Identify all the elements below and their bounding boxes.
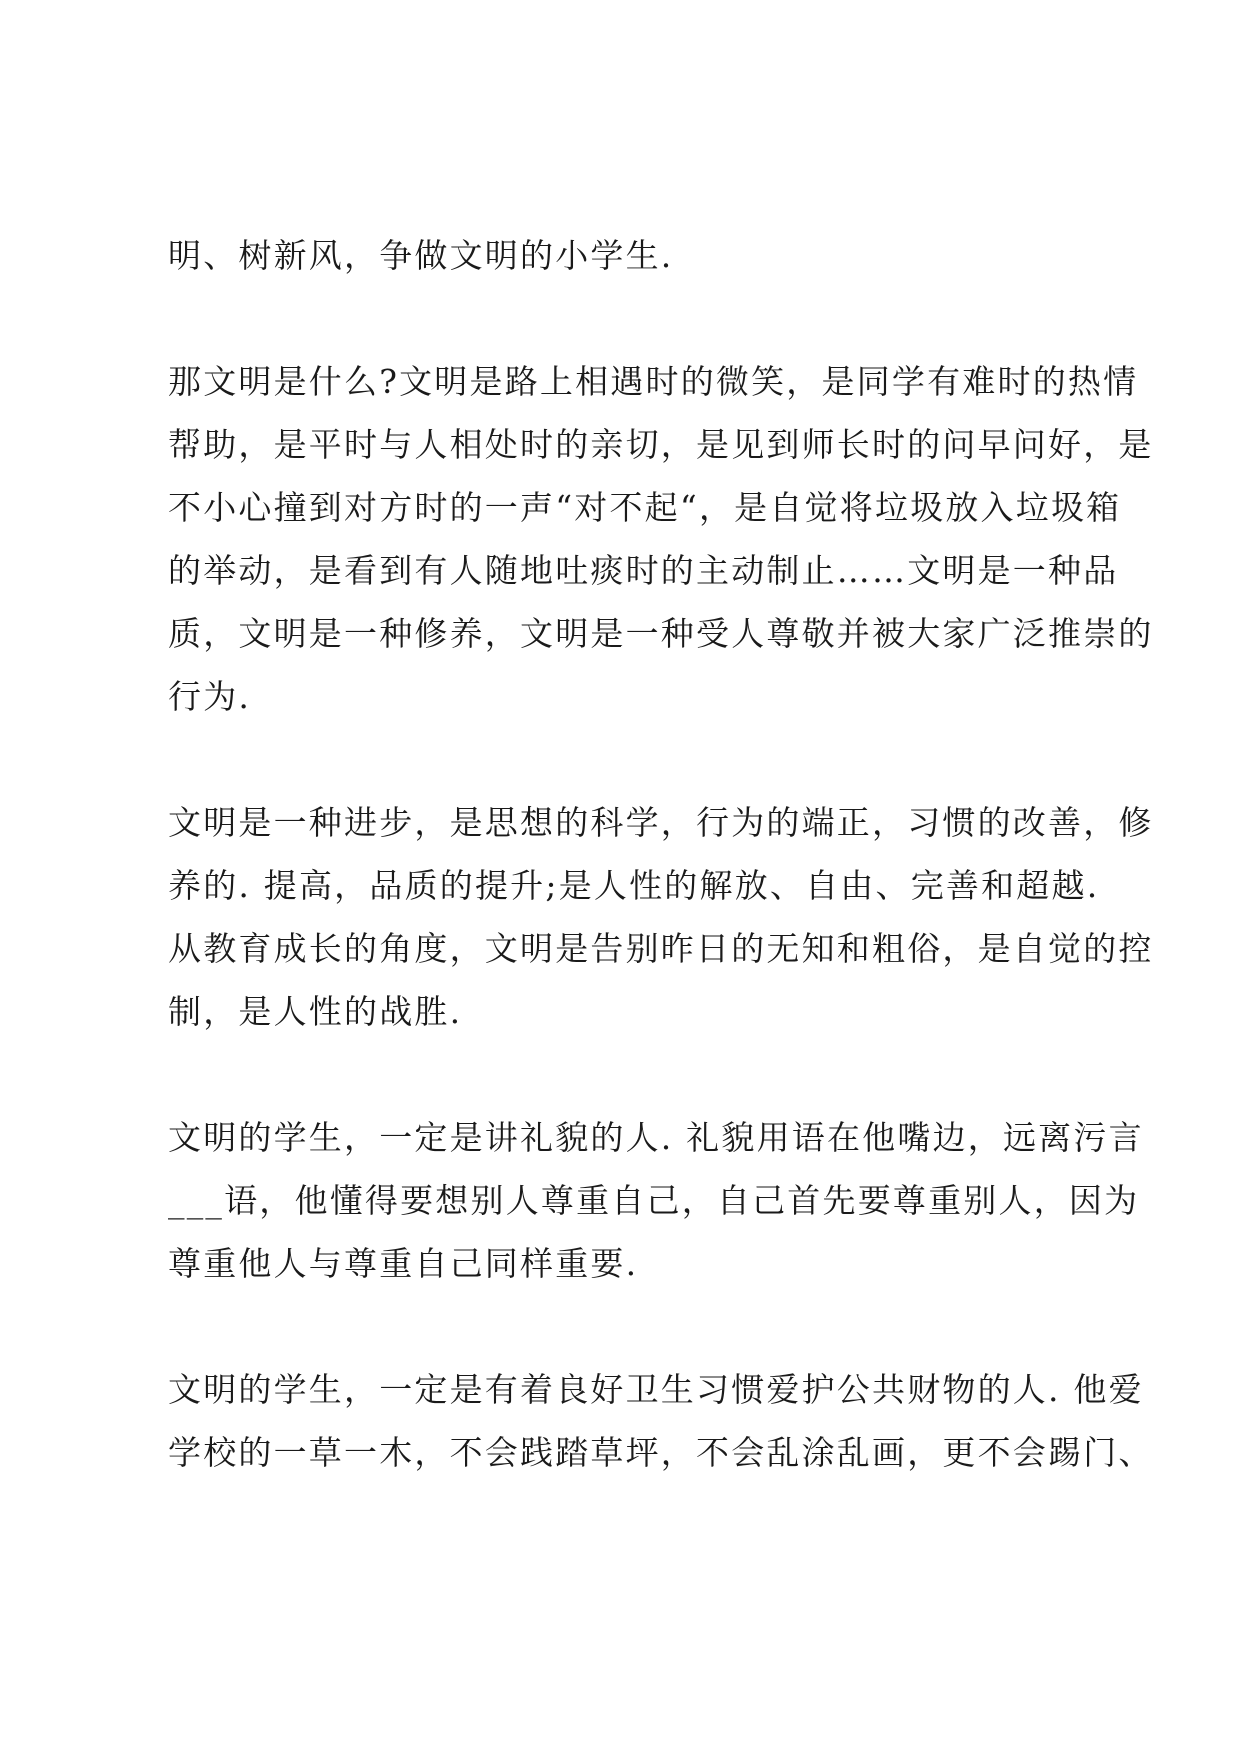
text-line: 制，是人性的战胜. — [168, 992, 463, 1031]
text-line: 那文明是什么?文明是路上相遇时的微笑，是同学有难时的热情 — [168, 362, 1139, 401]
text-line: 尊重他人与尊重自己同样重要. — [168, 1244, 639, 1283]
text-line: 文明的学生，一定是讲礼貌的人. 礼貌用语在他嘴边，远离污言 — [168, 1118, 1144, 1157]
text-line: 行为. — [168, 677, 252, 716]
text-line: ___语，他懂得要想别人尊重自己，自己首先要尊重别人，因为 — [168, 1181, 1140, 1220]
text-line: 文明的学生，一定是有着良好卫生习惯爱护公共财物的人. 他爱 — [168, 1370, 1144, 1409]
paragraph — [168, 224, 1098, 287]
text-line: 明、树新风，争做文明的小学生. — [168, 236, 674, 275]
text-line: 的举动，是看到有人随地吐痰时的主动制止……文明是一种品 — [168, 551, 1119, 590]
text-line: 养的. 提高，品质的提升;是人性的解放、自由、完善和超越. — [168, 866, 1100, 905]
text-line: 文明是一种进步，是思想的科学，行为的端正，习惯的改善，修 — [168, 803, 1154, 842]
paragraph — [168, 1358, 1154, 1484]
paragraph — [168, 791, 1154, 1043]
paragraph — [168, 1106, 1144, 1295]
text-line: 帮助，是平时与人相处时的亲切，是见到师长时的问早问好，是 — [168, 425, 1154, 464]
document-body — [168, 224, 1154, 1547]
text-line: 从教育成长的角度，文明是告别昨日的无知和粗俗，是自觉的控 — [168, 929, 1154, 968]
text-line: 质，文明是一种修养，文明是一种受人尊敬并被大家广泛推崇的 — [168, 614, 1154, 653]
paragraph — [168, 350, 1154, 728]
text-line: 学校的一草一木，不会践踏草坪，不会乱涂乱画，更不会踢门、 — [168, 1433, 1154, 1472]
text-line: 不小心撞到对方时的一声“对不起“，是自觉将垃圾放入垃圾箱 — [168, 488, 1122, 527]
